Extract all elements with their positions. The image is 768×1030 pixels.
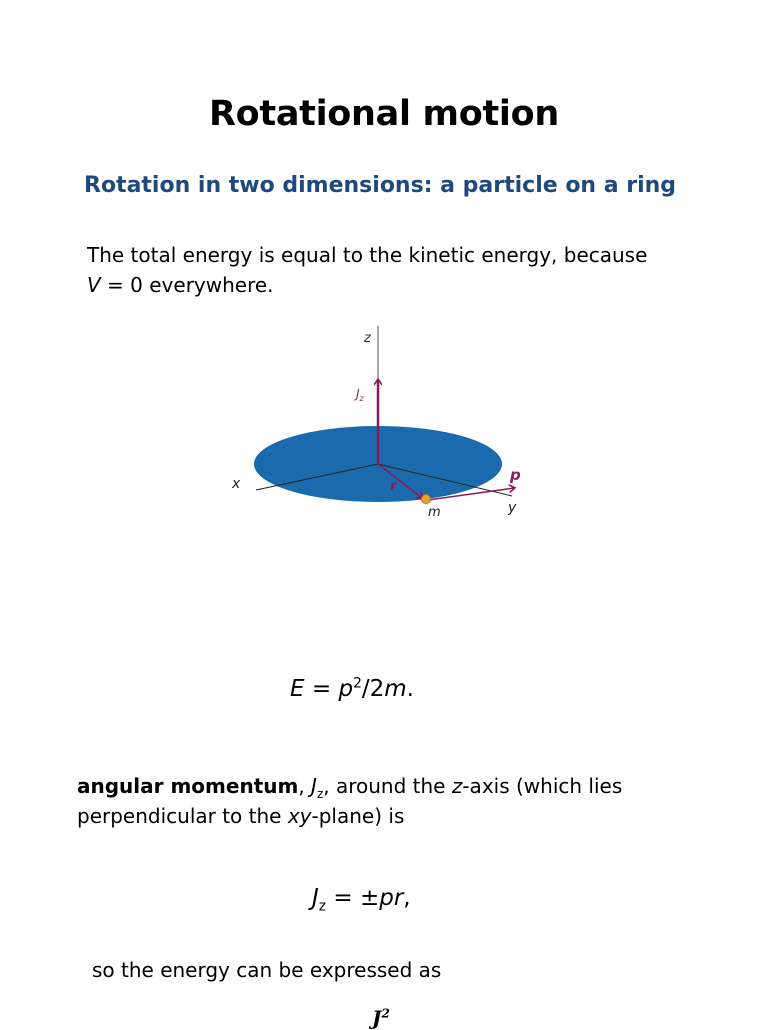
mass-label: m (428, 505, 441, 520)
z-symbol: z (451, 774, 463, 798)
angular-momentum-term: angular momentum (77, 774, 299, 798)
momentum-exponent: 2 (353, 675, 362, 692)
fraction-exponent: 2 (381, 1006, 390, 1021)
energy-symbol: E (290, 676, 305, 702)
x-axis-label: x (232, 476, 241, 492)
intro-line-2 (87, 270, 647, 300)
am-line-2-b: -plane) is (311, 804, 405, 828)
pr-symbol: pr (379, 885, 404, 911)
momentum-symbol: p (338, 676, 354, 702)
jz-eq-equals: = ± (326, 885, 380, 911)
jz-symbol: J (311, 774, 317, 798)
z-axis-label: z (364, 331, 371, 346)
fraction-j: J (372, 1006, 382, 1030)
intro-paragraph (87, 240, 647, 300)
am-comma: , (298, 774, 312, 798)
fraction-numerator (372, 1006, 390, 1030)
xy-symbol: xy (287, 804, 312, 828)
equation-period: . (406, 676, 414, 702)
jz-eq-comma: , (403, 885, 411, 911)
am-text-1: , around the (323, 774, 452, 798)
y-axis-label: y (508, 500, 517, 516)
equals-sign: = (304, 676, 339, 702)
jz-eq-subscript: z (318, 898, 327, 915)
kinetic-energy-equation (290, 676, 414, 702)
am-text-2: -axis (which lies (462, 774, 623, 798)
energy-expression-text: so the energy can be expressed as (92, 958, 442, 982)
intro-line-1: The total energy is equal to the kinetic energy, because (87, 243, 648, 267)
jz-vector-label: $J_z$ (356, 387, 364, 403)
divide-by-two: /2 (361, 676, 385, 702)
intro-line-2-text: = 0 everywhere. (100, 273, 274, 297)
am-line-2 (77, 801, 622, 831)
jz-subscript: z (316, 787, 324, 801)
angular-momentum-paragraph (77, 771, 622, 831)
jz-eq-symbol: J (312, 885, 319, 911)
potential-symbol: V (87, 273, 101, 297)
page-title: Rotational motion (209, 94, 559, 134)
particle (422, 495, 431, 504)
mass-symbol: m (384, 676, 407, 702)
radius-label: r (390, 479, 397, 494)
section-subtitle: Rotation in two dimensions: a particle on a ring (84, 173, 677, 198)
jz-equation (312, 885, 411, 915)
particle-on-ring-diagram (220, 318, 540, 528)
am-line-2-a: perpendicular to the (77, 804, 288, 828)
am-line-1 (77, 771, 622, 801)
momentum-label: p (510, 466, 521, 484)
